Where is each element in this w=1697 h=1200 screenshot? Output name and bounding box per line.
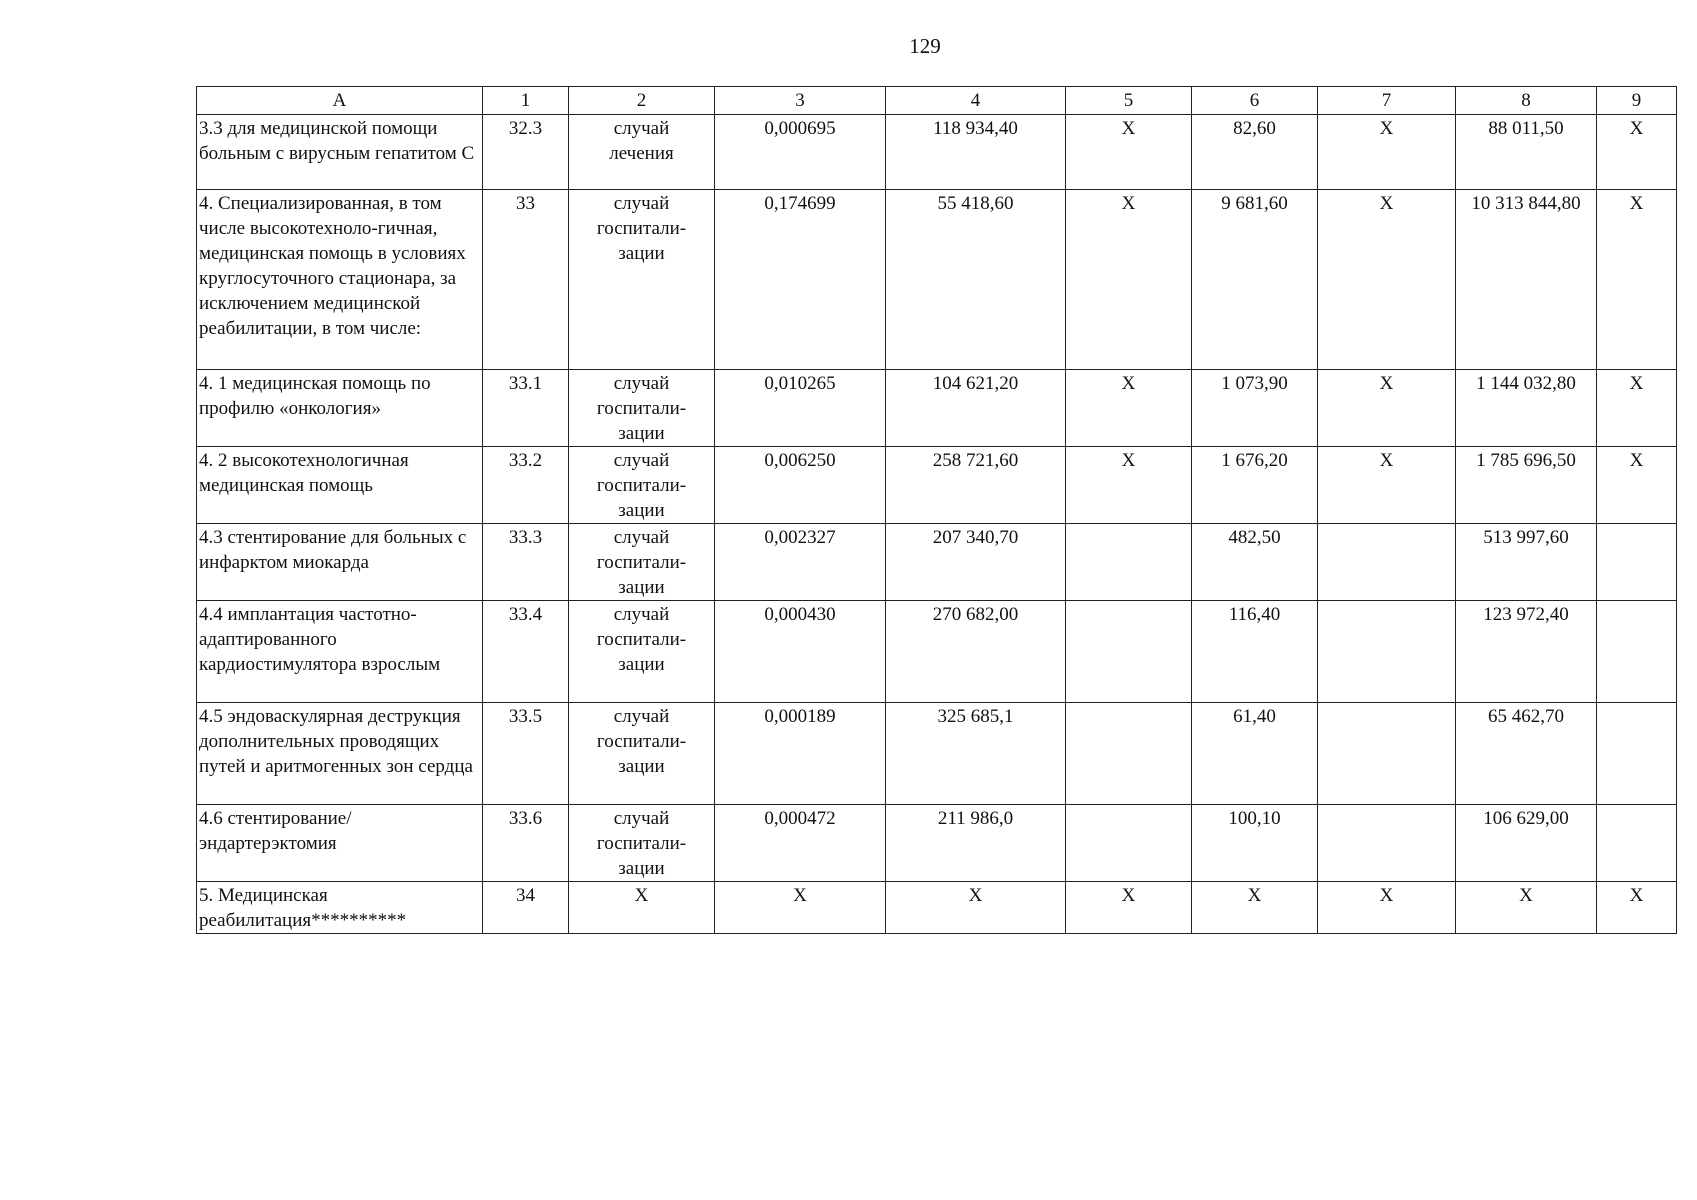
cell-name: 4. Специализированная, в том числе высокотехноло-гичная, медицинская помощь в условиях круглосуточного стационара, за исключением медицинской реабилитации, в том числе: — [197, 190, 483, 370]
cell-col-3: 0,002327 — [715, 524, 886, 601]
cell-col-9 — [1597, 703, 1677, 805]
cell-col-6: 100,10 — [1192, 805, 1318, 882]
cell-col-5 — [1066, 524, 1192, 601]
header-col-5: 5 — [1066, 87, 1192, 115]
cell-col-8: 10 313 844,80 — [1456, 190, 1597, 370]
cell-col-3: 0,000189 — [715, 703, 886, 805]
cell-unit: случай госпитали- зации — [569, 601, 715, 703]
cell-col-6: 82,60 — [1192, 115, 1318, 190]
table-row — [197, 703, 1677, 805]
table-row — [197, 190, 1677, 370]
header-row — [197, 87, 1677, 115]
table-row — [197, 805, 1677, 882]
cell-col-3: 0,006250 — [715, 447, 886, 524]
cell-unit: случай госпитали- зации — [569, 370, 715, 447]
cell-col-3: 0,000472 — [715, 805, 886, 882]
cell-col-9: X — [1597, 115, 1677, 190]
cell-col-6: 9 681,60 — [1192, 190, 1318, 370]
cell-name: 4.5 эндоваскулярная деструкция дополнительных проводящих путей и аритмогенных зон сердца — [197, 703, 483, 805]
data-table — [196, 86, 1677, 934]
header-col-8: 8 — [1456, 87, 1597, 115]
cell-col-8: 513 997,60 — [1456, 524, 1597, 601]
cell-col-4: X — [886, 882, 1066, 934]
table-row — [197, 601, 1677, 703]
cell-col-9: X — [1597, 190, 1677, 370]
cell-unit: случай госпитали- зации — [569, 524, 715, 601]
header-col-a: А — [197, 87, 483, 115]
cell-col-4: 258 721,60 — [886, 447, 1066, 524]
header-col-9: 9 — [1597, 87, 1677, 115]
cell-unit: случай лечения — [569, 115, 715, 190]
cell-code: 33.2 — [483, 447, 569, 524]
cell-col-5: X — [1066, 882, 1192, 934]
cell-col-8: 1 785 696,50 — [1456, 447, 1597, 524]
cell-code: 33.4 — [483, 601, 569, 703]
table-row — [197, 370, 1677, 447]
header-col-7: 7 — [1318, 87, 1456, 115]
table-row — [197, 447, 1677, 524]
cell-col-5: X — [1066, 370, 1192, 447]
cell-col-7: X — [1318, 882, 1456, 934]
table-row — [197, 115, 1677, 190]
cell-col-4: 325 685,1 — [886, 703, 1066, 805]
table-row — [197, 882, 1677, 934]
cell-col-4: 55 418,60 — [886, 190, 1066, 370]
cell-name: 4.6 стентирование/ эндартерэктомия — [197, 805, 483, 882]
cell-col-8: 1 144 032,80 — [1456, 370, 1597, 447]
cell-code: 34 — [483, 882, 569, 934]
header-col-3: 3 — [715, 87, 886, 115]
header-col-2: 2 — [569, 87, 715, 115]
cell-unit: случай госпитали- зации — [569, 190, 715, 370]
cell-unit: случай госпитали- зации — [569, 447, 715, 524]
table-row — [197, 524, 1677, 601]
cell-col-6: 1 073,90 — [1192, 370, 1318, 447]
cell-col-5 — [1066, 703, 1192, 805]
header-col-4: 4 — [886, 87, 1066, 115]
cell-col-9 — [1597, 524, 1677, 601]
cell-col-3: 0,010265 — [715, 370, 886, 447]
cell-col-9 — [1597, 601, 1677, 703]
cell-col-9: X — [1597, 447, 1677, 524]
cell-col-4: 104 621,20 — [886, 370, 1066, 447]
cell-col-3: 0,000430 — [715, 601, 886, 703]
page-number: 129 — [909, 34, 941, 58]
header-col-1: 1 — [483, 87, 569, 115]
cell-col-8: 106 629,00 — [1456, 805, 1597, 882]
cell-col-4: 270 682,00 — [886, 601, 1066, 703]
cell-code: 33.3 — [483, 524, 569, 601]
cell-col-8: 65 462,70 — [1456, 703, 1597, 805]
cell-col-4: 207 340,70 — [886, 524, 1066, 601]
cell-col-5: X — [1066, 447, 1192, 524]
cell-col-7: X — [1318, 447, 1456, 524]
cell-col-9 — [1597, 805, 1677, 882]
cell-col-5 — [1066, 805, 1192, 882]
cell-col-8: 123 972,40 — [1456, 601, 1597, 703]
cell-col-7: X — [1318, 190, 1456, 370]
cell-col-6: X — [1192, 882, 1318, 934]
cell-code: 33 — [483, 190, 569, 370]
cell-col-3: 0,000695 — [715, 115, 886, 190]
cell-col-6: 61,40 — [1192, 703, 1318, 805]
cell-name: 5. Медицинская реабилитация********** — [197, 882, 483, 934]
cell-name: 3.3 для медицинской помощи больным с вирусным гепатитом С — [197, 115, 483, 190]
cell-col-7 — [1318, 601, 1456, 703]
cell-name: 4.3 стентирование для больных с инфарктом миокарда — [197, 524, 483, 601]
cell-col-7: X — [1318, 115, 1456, 190]
cell-unit: случай госпитали- зации — [569, 805, 715, 882]
cell-col-6: 482,50 — [1192, 524, 1318, 601]
cell-col-5: X — [1066, 190, 1192, 370]
cell-code: 33.1 — [483, 370, 569, 447]
cell-col-5 — [1066, 601, 1192, 703]
cell-col-4: 118 934,40 — [886, 115, 1066, 190]
cell-col-7 — [1318, 703, 1456, 805]
header-col-6: 6 — [1192, 87, 1318, 115]
cell-col-7: X — [1318, 370, 1456, 447]
cell-unit: X — [569, 882, 715, 934]
cell-col-9: X — [1597, 370, 1677, 447]
cell-name: 4. 2 высокотехнологичная медицинская помощь — [197, 447, 483, 524]
cell-col-8: X — [1456, 882, 1597, 934]
cell-unit: случай госпитали- зации — [569, 703, 715, 805]
cell-col-6: 1 676,20 — [1192, 447, 1318, 524]
cell-code: 32.3 — [483, 115, 569, 190]
cell-col-3: 0,174699 — [715, 190, 886, 370]
cell-col-3: X — [715, 882, 886, 934]
cell-col-8: 88 011,50 — [1456, 115, 1597, 190]
cell-col-7 — [1318, 524, 1456, 601]
cell-name: 4.4 имплантация частотно-адаптированного кардиостимулятора взрослым — [197, 601, 483, 703]
cell-col-4: 211 986,0 — [886, 805, 1066, 882]
cell-col-7 — [1318, 805, 1456, 882]
cell-col-9: X — [1597, 882, 1677, 934]
cell-col-6: 116,40 — [1192, 601, 1318, 703]
cell-code: 33.5 — [483, 703, 569, 805]
cell-col-5: X — [1066, 115, 1192, 190]
cell-code: 33.6 — [483, 805, 569, 882]
cell-name: 4. 1 медицинская помощь по профилю «онкология» — [197, 370, 483, 447]
